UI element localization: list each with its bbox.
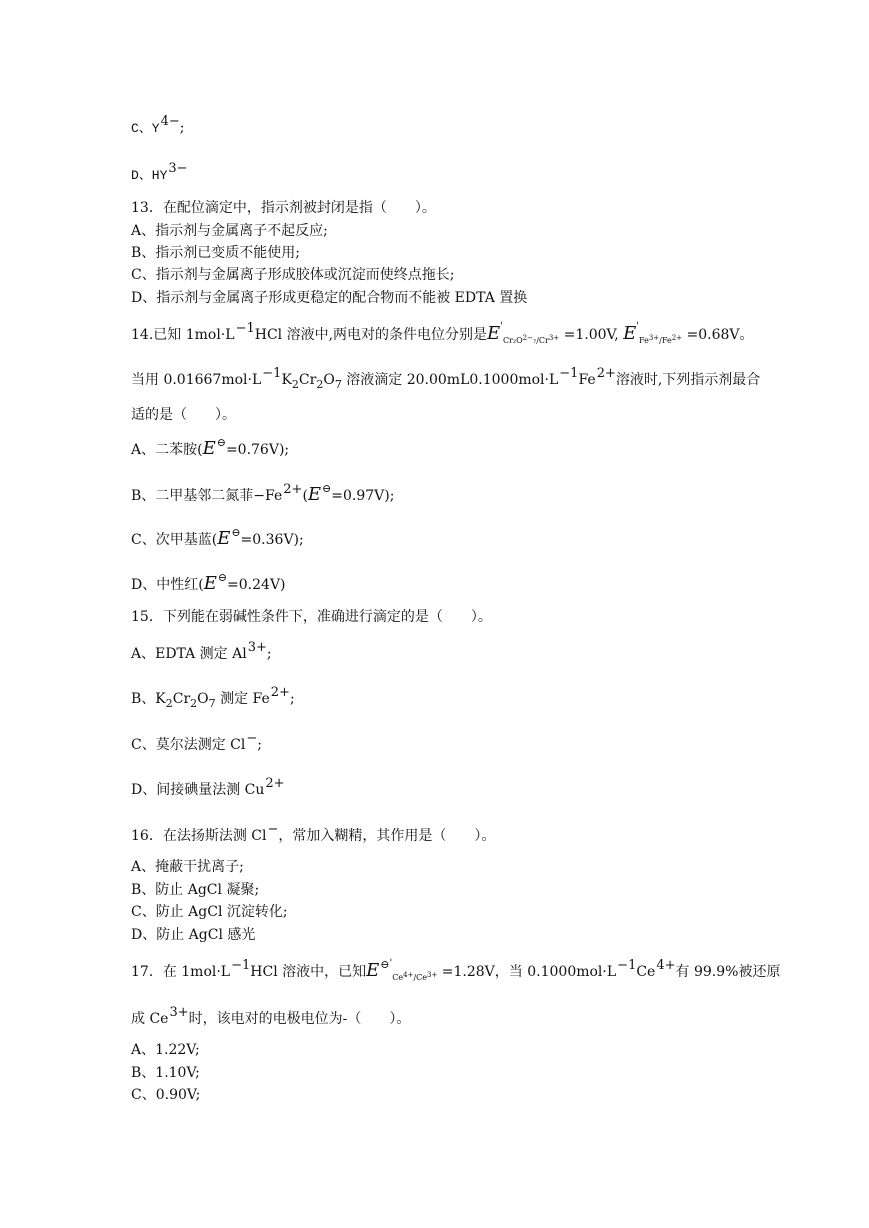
q15-option-c: C、莫尔法测定 Cl−; bbox=[131, 731, 262, 753]
q14-option-b: B、二甲基邻二氮菲−Fe2+(E⊖=0.97V); bbox=[131, 482, 395, 505]
q12-option-c: C、Y4−; bbox=[131, 114, 185, 136]
q16-option-c: C、防止 AgCl 沉淀转化; bbox=[131, 904, 288, 920]
q15-option-b: B、$K_2Cr_2O_7$ 测定 Fe2+; bbox=[131, 685, 295, 710]
q13-option-d: D、指示剂与金属离子形成更稳定的配合物而不能被 EDTA 置换 bbox=[131, 290, 528, 306]
q16-stem: 16．在法扬斯法测 Cl−，常加入糊精，其作用是（ ）。 bbox=[131, 822, 496, 844]
q16-option-a: A、掩蔽干扰离子; bbox=[131, 859, 244, 875]
q17-option-b: B、1.10V; bbox=[131, 1065, 200, 1081]
q16-option-b: B、防止 AgCl 凝聚; bbox=[131, 882, 260, 898]
q15-option-d: D、间接碘量法测 Cu2+ bbox=[131, 776, 285, 798]
q14-stem-line2: 当用 $0.01667mol\cdot L-1K_2Cr_2O_7$ 溶液滴定 20.00mL0.1000mol·L−1Fe2+溶液时,下列指示剂最合 bbox=[131, 366, 761, 391]
q13-option-b: B、指示剂已变质不能使用; bbox=[131, 245, 301, 261]
q12-option-d: D、HY3− bbox=[131, 161, 188, 183]
q16-option-d: D、防止 AgCl 感光 bbox=[131, 927, 256, 943]
q17-stem-line2: 成 Ce3+时，该电对的电极电位为-（ ）。 bbox=[131, 1005, 411, 1027]
q14-option-c: C、次甲基蓝(E⊖=0.36V); bbox=[131, 526, 304, 549]
q13-option-c: C、指示剂与金属离子形成胶体或沉淀而使终点拖长; bbox=[131, 267, 455, 283]
q15-option-a: A、EDTA 测定 Al3+; bbox=[131, 640, 272, 662]
q17-option-a: A、1.22V; bbox=[131, 1042, 200, 1058]
q17-option-c: C、0.90V; bbox=[131, 1087, 201, 1103]
q13-stem: 13．在配位滴定中，指示剂被封闭是指（ ）。 bbox=[131, 200, 436, 216]
q17-stem-line1: 17．在 1mol·L−1HCl 溶液中，已知$E^{⊖'}_{Ce4+/Ce3+} =1.28V$，当 0.1000mol·L−1Ce4+有 99.9%被还原 bbox=[131, 958, 781, 982]
q14-stem-line1: 14.已知 1mol·L−1HCl 溶液中,两电对的条件电位分别是$E'_{Cr_2O2-_7/Cr3+} =1.00V$, $E'_{Fe3+/Fe2+} =0.68V$。 bbox=[131, 321, 754, 345]
q13-option-a: A、指示剂与金属离子不起反应; bbox=[131, 223, 328, 239]
q14-stem-line3: 适的是（ ）。 bbox=[131, 407, 236, 423]
q15-stem: 15．下列能在弱碱性条件下，准确进行滴定的是（ ）。 bbox=[131, 609, 492, 625]
q14-option-d: D、中性红(E⊖=0.24V) bbox=[131, 571, 286, 594]
q14-option-a: A、二苯胺(E⊖=0.76V); bbox=[131, 436, 290, 459]
